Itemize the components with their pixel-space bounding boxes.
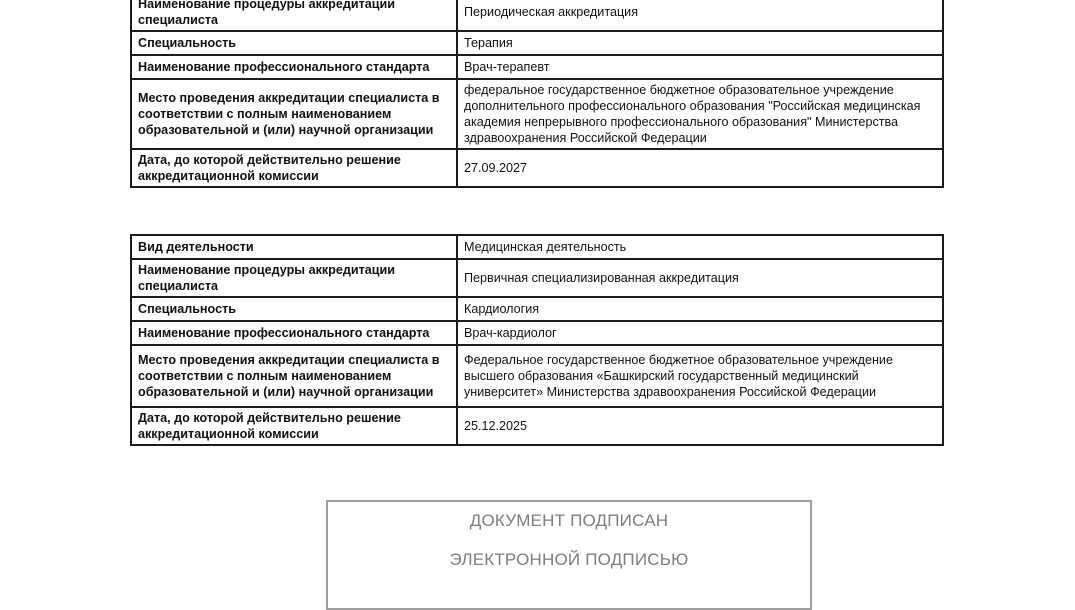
row-value-valid-until: 25.12.2025	[457, 407, 943, 445]
row-value-procedure: Периодическая аккредитация	[457, 0, 943, 31]
table-row	[131, 149, 943, 187]
accreditation-table-primary-specialized	[130, 234, 944, 446]
row-label-valid-until: Дата, до которой действительно решение аккредитационной комиссии	[131, 149, 457, 187]
row-label-activity: Вид деятельности	[131, 235, 457, 259]
row-value-standard: Врач-кардиолог	[457, 321, 943, 345]
row-value-activity: Медицинская деятельность	[457, 235, 943, 259]
row-value-standard: Врач-терапевт	[457, 55, 943, 79]
table-row	[131, 0, 943, 31]
row-label-standard: Наименование профессионального стандарта	[131, 55, 457, 79]
row-value-procedure: Первичная специализированная аккредитация	[457, 259, 943, 297]
row-value-specialty: Кардиология	[457, 297, 943, 321]
table-row	[131, 235, 943, 259]
table-row	[131, 297, 943, 321]
table-row	[131, 259, 943, 297]
row-value-venue: федеральное государственное бюджетное образовательное учреждение дополнительного профессионального образования "Российская медицинская академия непрерывного профессионального образования" Министерства здравоохранения Российской Федерации	[457, 79, 943, 149]
row-label-specialty: Специальность	[131, 31, 457, 55]
stamp-line-electronic-signature: ЭЛЕКТРОННОЙ ПОДПИСЬЮ	[449, 550, 689, 569]
table-row	[131, 79, 943, 149]
table-row	[131, 345, 943, 407]
row-label-valid-until: Дата, до которой действительно решение аккредитационной комиссии	[131, 407, 457, 445]
row-value-valid-until: 27.09.2027	[457, 149, 943, 187]
row-label-procedure: Наименование процедуры аккредитации специалиста	[131, 0, 457, 31]
row-label-standard: Наименование профессионального стандарта	[131, 321, 457, 345]
electronic-signature-stamp	[326, 500, 812, 610]
row-label-venue: Место проведения аккредитации специалиста в соответствии с полным наименованием образовательной и (или) научной организации	[131, 345, 457, 407]
row-label-specialty: Специальность	[131, 297, 457, 321]
table-row	[131, 407, 943, 445]
table-row	[131, 55, 943, 79]
row-value-venue: Федеральное государственное бюджетное образовательное учреждение высшего образования «Башкирский государственный медицинский университет» Министерства здравоохранения Российской Федерации	[457, 345, 943, 407]
row-label-procedure: Наименование процедуры аккредитации специалиста	[131, 259, 457, 297]
accreditation-table-periodic	[130, 0, 944, 188]
row-label-venue: Место проведения аккредитации специалиста в соответствии с полным наименованием образовательной и (или) научной организации	[131, 79, 457, 149]
row-value-specialty: Терапия	[457, 31, 943, 55]
stamp-line-signed: ДОКУМЕНТ ПОДПИСАН	[469, 511, 669, 530]
table-row	[131, 321, 943, 345]
table-row	[131, 31, 943, 55]
